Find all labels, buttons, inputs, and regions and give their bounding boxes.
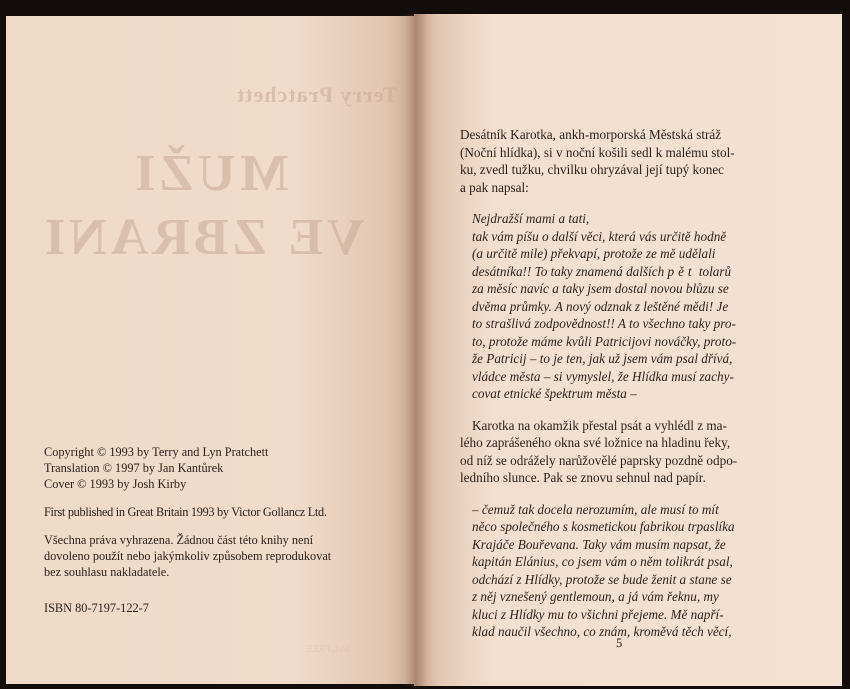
letter-line: – čemuž tak docela nerozumím, ale musí to mít: [472, 501, 719, 517]
rights-line: bez souhlasu nakladatele.: [44, 565, 170, 579]
text-line: Karotka na okamžik přestal psát a vyhlédl z ma-: [472, 417, 727, 433]
copyright-line: Translation © 1997 by Jan Kantůrek: [44, 461, 224, 475]
rights-line: Všechna práva vyhrazena. Žádnou část této knihy není: [44, 533, 314, 547]
letter-line: že Patricij – to je ten, jak už jsem vám psal dřívá,: [472, 351, 733, 366]
letter-line: dvěma průmky. A nový odznak z leštěné mědi! Je: [472, 298, 729, 314]
letter-line: klad naučil všechno, co znám, kroměvá těch věcí,: [472, 624, 732, 639]
letter-line: desátníka!! To taky znamená dalších pět tolarů: [472, 263, 732, 279]
spaced-emphasis: pět: [667, 263, 696, 279]
text-line: od níž se odrážely narůžovělé paprsky pozdně odpo-: [460, 452, 738, 468]
letter-line: kapitán Elánius, co jsem vám o něm tolikrát psal,: [472, 554, 733, 569]
text-line: lého zaprášeného okna své ložnice na hladinu řeky,: [460, 435, 731, 450]
text-line: ledního slunce. Pak se znovu sehnul nad papír.: [460, 470, 706, 485]
bleed-through-faint-text: JAL FREE: [306, 644, 350, 655]
letter-line: Nejdražší mami a tati,: [472, 211, 590, 226]
imprint-block: [44, 444, 384, 616]
copyright-line: Copyright © 1993 by Terry and Lyn Pratchett: [44, 445, 269, 459]
text-line: Desátník Karotka, ankh-morporská Městská stráž: [460, 127, 722, 142]
left-page: [6, 16, 414, 684]
bleed-through-author: Terry Pratchett: [236, 82, 398, 107]
first-published-line: First published in Great Britain 1993 by Victor Gollancz Ltd.: [44, 505, 327, 519]
letter-line: vládce města – si vymyslel, že Hlídka musí zachy-: [472, 368, 734, 384]
rights-line: dovoleno použít nebo jakýmkoliv způsobem reprodukovat: [44, 549, 332, 563]
letter-line: (a určitě mile) překvapí, protože ze mě udělali: [472, 246, 716, 261]
bleed-through-title-line1: MUŽI: [131, 145, 289, 202]
letter-line: z něj vznešený gentlemoun, a já vám řeknu, my: [472, 589, 719, 604]
text-line: a pak napsal:: [460, 179, 529, 195]
letter-line: covat etnické špektrum města –: [472, 386, 637, 401]
letter-line: to strašlivá zodpovědnost!! A to všechno taky pro-: [472, 316, 736, 331]
right-page: [414, 14, 842, 686]
letter-line: Krajáče Bouřevana. Taky vám musím napsat, že: [472, 536, 726, 552]
isbn: ISBN 80-7197-122-7: [44, 601, 149, 615]
letter-line: kluci z Hlídky mu to všichni přejeme. Mě napří-: [472, 606, 724, 622]
text-line: ku, zvedl tužku, chvilku ohryzával její tupý konec: [460, 162, 725, 177]
text-line: (Noční hlídka), si v noční košili sedl k malému stol-: [460, 144, 735, 160]
body-text: [460, 126, 812, 641]
copyright-line: Cover © 1993 by Josh Kirby: [44, 477, 187, 491]
page-number: 5: [616, 636, 623, 650]
letter-line: tak vám píšu o další věci, která vás určitě hodně: [472, 228, 727, 244]
letter-line: za měsíc navíc a taky jsem dostal novou blůzu se: [472, 281, 729, 296]
bleed-through-title-line2: VE ZBRANI: [41, 209, 365, 266]
letter-line: to, protože máme kvůli Patricijovi nováčky, proto-: [472, 333, 737, 349]
letter-line: odchází z Hlídky, protože se bude ženit a stane se: [472, 571, 732, 587]
letter-line: něco společného s kosmetickou fabrikou trpaslíka: [472, 519, 735, 534]
